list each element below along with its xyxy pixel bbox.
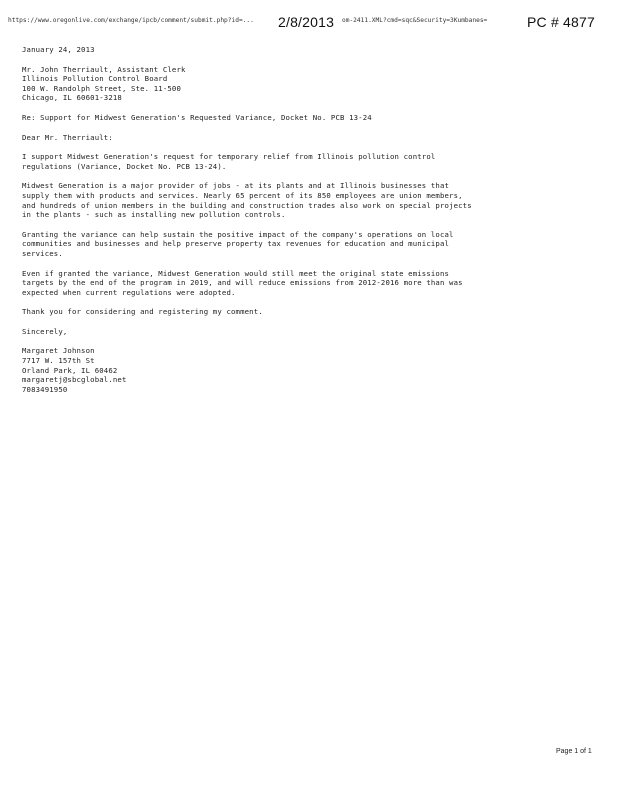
signature-email: margaretj@sbcglobal.net: [22, 375, 127, 385]
letter-body: [22, 45, 582, 394]
paragraph-line: Thank you for considering and registering my comment.: [22, 307, 263, 317]
paragraph-3: [22, 230, 582, 259]
letter-salutation: Dear Mr. Therriault:: [22, 132, 113, 142]
paragraph-line: Granting the variance can help sustain the positive impact of the company's operations on local: [22, 229, 454, 239]
header-url-right: om-2411.XML?cmd=sqc&Security=3Kumbanes=: [342, 17, 488, 24]
header-pc-number: PC # 4877: [527, 14, 595, 30]
paragraph-4: [22, 269, 582, 298]
recipient-address: [22, 65, 582, 103]
letter-date: January 24, 2013: [22, 45, 95, 54]
recipient-line: Chicago, IL 60601-3218: [22, 93, 122, 103]
paragraph-line: services.: [22, 248, 63, 258]
paragraph-line: targets by the end of the program in 2019, and will reduce emissions from 2012-2016 more than was: [22, 278, 463, 288]
page-number: Page 1 of 1: [556, 748, 592, 755]
signature-block: [22, 346, 582, 394]
paragraph-line: regulations (Variance, Docket No. PCB 13-24).: [22, 161, 227, 171]
paragraph-line: Even if granted the variance, Midwest Generation would still meet the original state emissions: [22, 268, 450, 278]
header-url-left: https://www.oregonlive.com/exchange/ipcb/comment/submit.php?id=...: [8, 17, 254, 24]
paragraph-line: and hundreds of union members in the building and construction trades also work on special projects: [22, 200, 472, 210]
signature-name: Margaret Johnson: [22, 346, 95, 356]
paragraph-line: Midwest Generation is a major provider of jobs - at its plants and at Illinois businesses that: [22, 181, 450, 191]
signature-street: 7717 W. 157th St: [22, 356, 95, 366]
paragraph-line: communities and businesses and help preserve property tax revenues for education and municipal: [22, 239, 450, 249]
signature-phone: 7083491950: [22, 384, 68, 394]
paragraph-line: in the plants - such as installing new pollution controls.: [22, 210, 286, 220]
paragraph-2: [22, 181, 582, 219]
signature-city: Orland Park, IL 60462: [22, 365, 118, 375]
header-stamp-date: 2/8/2013: [278, 14, 335, 30]
paragraph-line: I support Midwest Generation's request for temporary relief from Illinois pollution control: [22, 152, 436, 162]
recipient-line: 100 W. Randolph Street, Ste. 11-500: [22, 83, 182, 93]
recipient-line: Illinois Pollution Control Board: [22, 74, 168, 84]
paragraph-line: expected when current regulations were adopted.: [22, 287, 236, 297]
paragraph-line: supply them with products and services. Nearly 65 percent of its 850 employees are union members,: [22, 190, 463, 200]
letter-subject: Re: Support for Midwest Generation's Requested Variance, Docket No. PCB 13-24: [22, 112, 372, 122]
paragraph-1: [22, 152, 582, 171]
letter-closing: Sincerely,: [22, 326, 68, 336]
paragraph-5: [22, 307, 582, 317]
recipient-line: Mr. John Therriault, Assistant Clerk: [22, 64, 186, 74]
